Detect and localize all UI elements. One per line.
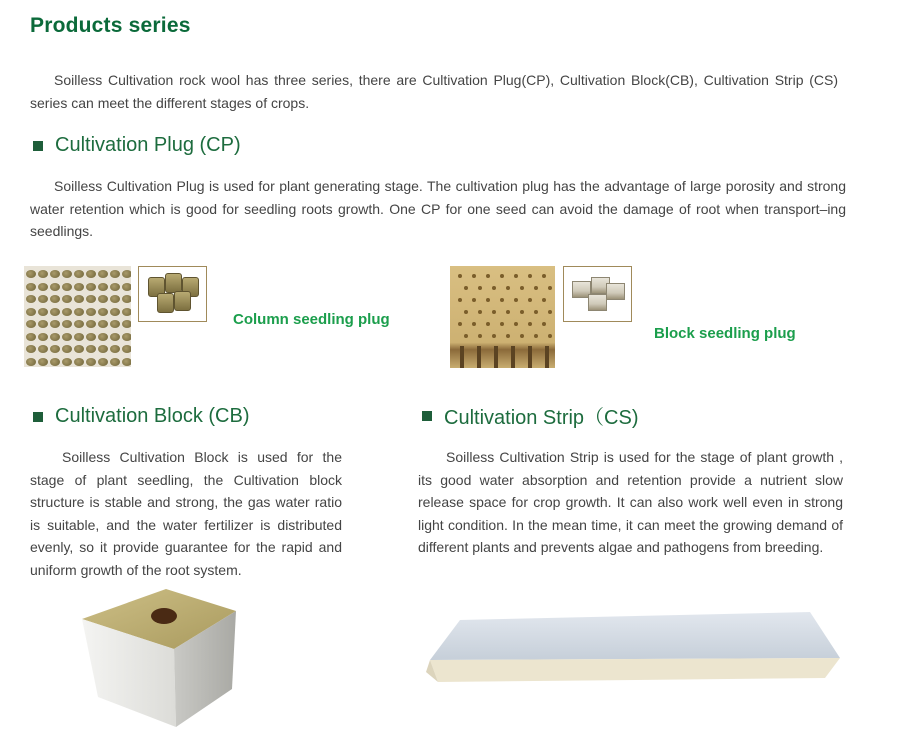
block-plug-inset-image — [563, 266, 632, 322]
block-paragraph — [30, 446, 342, 581]
strip-paragraph — [418, 446, 843, 559]
square-bullet-icon — [33, 141, 43, 151]
plug-heading-text: Cultivation Plug (CP) — [55, 134, 241, 156]
block-plug-caption: Block seedling plug — [654, 325, 796, 342]
page-title: Products series — [30, 14, 191, 37]
strip-text: Soilless Cultivation Strip is used for the stage of plant growth , its good water absorption and retention provide a nutrient slow release space for crop growth. It can also work well even in strong light condition. In the mean time, it can meet the growing demand of different plants and prevents algae and pathogens from breeding. — [418, 449, 843, 555]
block-plug-tray-image — [450, 266, 555, 368]
strip-heading — [422, 401, 639, 430]
intro-text: Soilless Cultivation rock wool has three series, there are Cultivation Plug(CP), Cultivation Block(CB), Cultivation Strip (CS) series can meet the different stages of crops. — [30, 72, 838, 111]
plug-paragraph — [30, 175, 846, 243]
plug-text: Soilless Cultivation Plug is used for plant generating stage. The cultivation plug has the advantage of large porosity and strong water retention which is good for seedling roots growth. One CP for one seed can avoid the damage of root when transport–ing seedlings. — [30, 178, 846, 239]
column-plug-inset-image — [138, 266, 207, 322]
block-text: Soilless Cultivation Block is used for the stage of plant seedling, the Cultivation block structure is stable and strong, the gas water ratio is suitable, and the water fertilizer is distributed evenly, so it provide guarantee for the rapid and uniform growth of the root system. — [30, 449, 342, 578]
column-plug-tray-image — [24, 266, 131, 367]
rockwool-cube-image — [78, 585, 240, 731]
block-heading-text: Cultivation Block (CB) — [55, 405, 250, 427]
square-bullet-icon — [33, 412, 43, 422]
square-bullet-icon — [422, 411, 432, 421]
column-plug-caption: Column seedling plug — [233, 311, 390, 328]
block-heading — [33, 405, 250, 428]
intro-paragraph — [30, 69, 838, 114]
rockwool-strip-image — [420, 600, 845, 690]
strip-heading-text: Cultivation Strip（CS) — [444, 407, 639, 429]
plug-heading — [33, 134, 241, 157]
